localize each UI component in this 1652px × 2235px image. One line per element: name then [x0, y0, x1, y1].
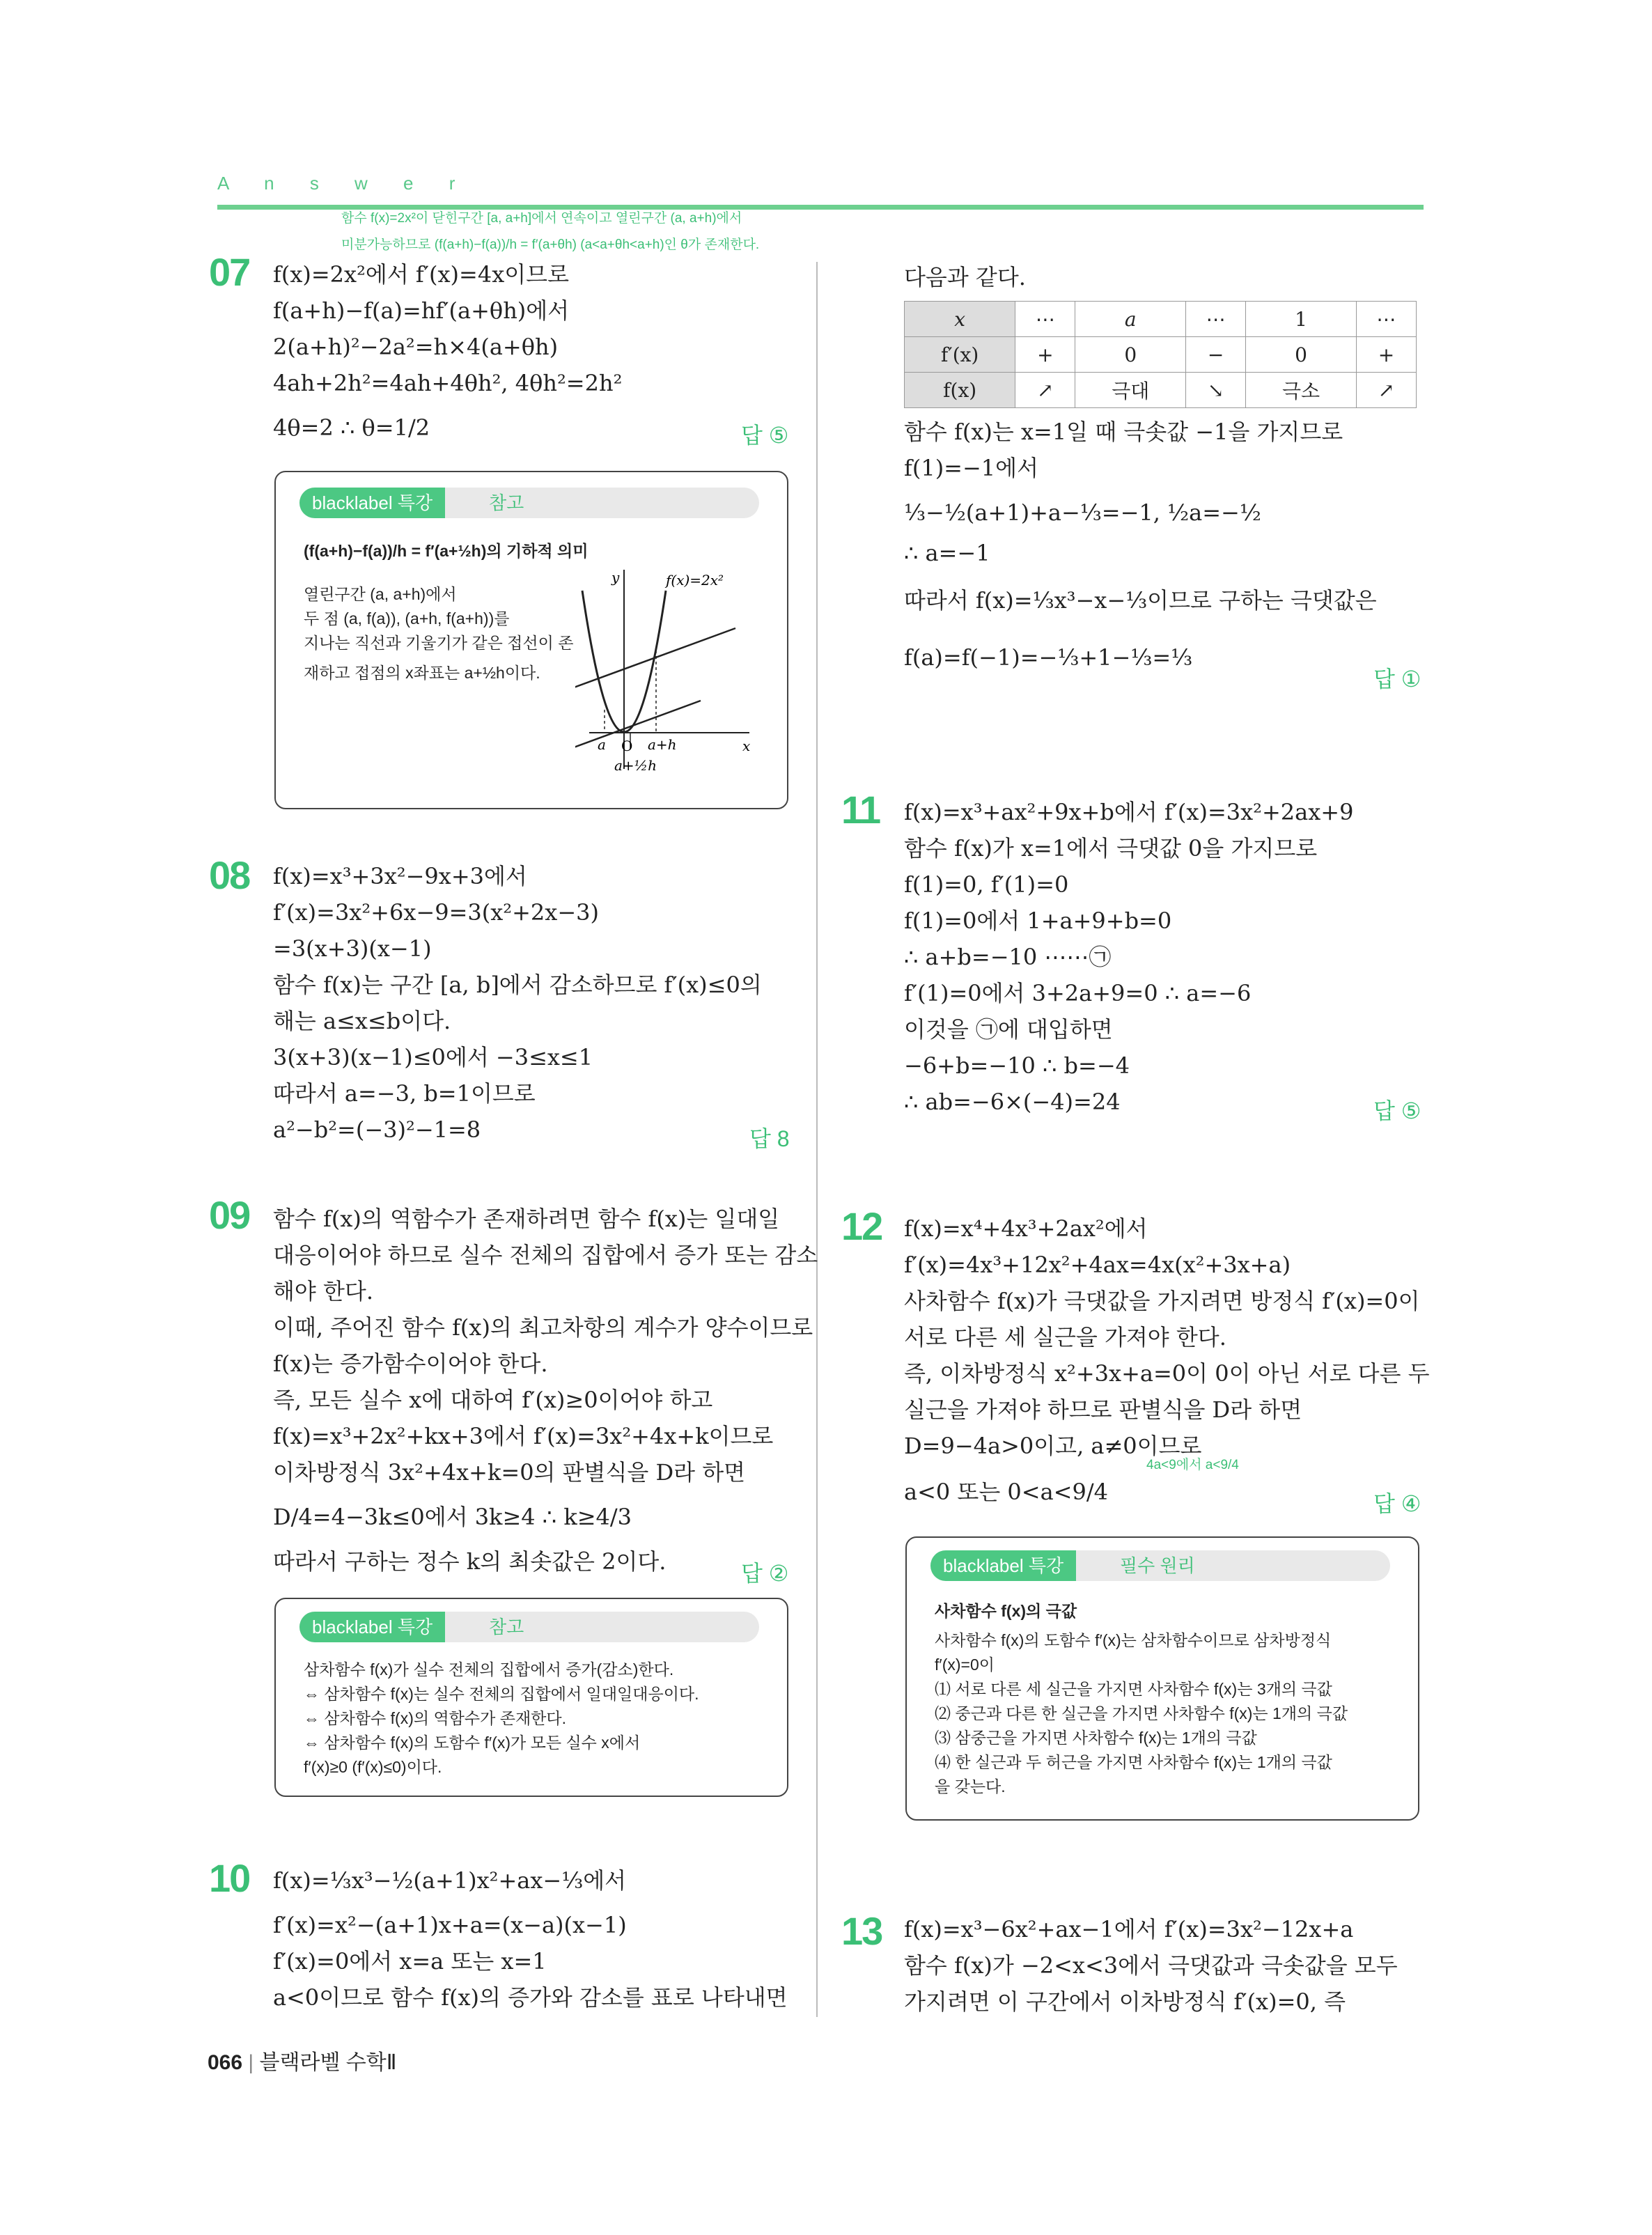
q09-line: D/4=4−3k≤0에서 3k≥4 ∴ k≥4/3: [273, 1504, 632, 1530]
q12-line: a<0 또는 0<a<9/4: [904, 1479, 1108, 1505]
box-line: ⑵ 중근과 다른 한 실근을 가지면 사차함수 f(x)는 1개의 극값: [935, 1704, 1348, 1722]
q12-line: f(x)=x⁴+4x³+2ax²에서: [904, 1215, 1148, 1242]
book-title: 블랙라벨 수학Ⅱ: [259, 2051, 397, 2074]
parabola-graph: [575, 567, 756, 776]
box-line: 두 점 (a, f(a)), (a+h, f(a+h))를: [304, 609, 510, 628]
q10-body: [273, 1862, 788, 2016]
q07-note-line2: 미분가능하므로 (f(a+h)−f(a))/h = f′(a+θh) (a<a+θh<a+h)인 θ가 존재한다.: [341, 237, 760, 252]
q07-note-line1: 함수 f(x)=2x²이 닫힌구간 [a, a+h]에서 연속이고 열린구간 (a, a+h)에서: [341, 211, 742, 226]
q08-line: a²−b²=(−3)²−1=8: [273, 1116, 481, 1143]
box-line: 재하고 접점의 x좌표는 a+½h이다.: [304, 664, 540, 682]
q07-line: 4θ=2 ∴ θ=1/2: [273, 414, 430, 441]
box-line: 지나는 직선과 기울기가 같은 접선이 존: [304, 634, 574, 652]
box-text: [935, 1628, 1348, 1799]
box-line: ⇔ 삼차함수 f(x)는 실수 전체의 집합에서 일대일대응이다.: [304, 1685, 699, 1703]
table-row: [905, 302, 1417, 337]
q10-line: f′(x)=x²−(a+1)x+a=(x−a)(x−1): [273, 1912, 627, 1938]
q10-cont-line: f(a)=f(−1)=−⅓+1−⅓=⅓: [904, 644, 1193, 671]
box-line: f′(x)=0이: [935, 1656, 995, 1674]
q09-line: 대응이어야 하므로 실수 전체의 집합에서 증가 또는 감소: [273, 1242, 818, 1268]
q07-line: f(a+h)−f(a)=hf′(a+θh)에서: [273, 297, 570, 324]
table-cell: ⋯: [1015, 302, 1075, 337]
table-cell: 극대: [1075, 373, 1186, 408]
q12-line: 서로 다른 세 실근을 가져야 한다.: [904, 1324, 1226, 1350]
table-cell: ↘: [1186, 373, 1246, 408]
table-row: [905, 373, 1417, 408]
q12-answer: 답 ④: [1373, 1491, 1421, 1516]
q07-line: 2(a+h)²−2a²=h×4(a+θh): [273, 334, 559, 360]
table-cell: 0: [1075, 337, 1186, 373]
header-title: A n s w e r: [217, 173, 471, 194]
q11-line: f(1)=0, f′(1)=0: [904, 871, 1069, 898]
q09-line: f(x)=x³+2x²+kx+3에서 f′(x)=3x²+4x+k이므로: [273, 1423, 774, 1449]
box-header: [299, 1612, 759, 1642]
box-header: [930, 1550, 1390, 1581]
table-cell: +: [1356, 337, 1416, 373]
q11-line: f(x)=x³+ax²+9x+b에서 f′(x)=3x²+2ax+9: [904, 799, 1354, 825]
box-line: ⑴ 서로 다른 세 실근을 가지면 사차함수 f(x)는 3개의 극값: [935, 1680, 1332, 1698]
box-line: 을 갖는다.: [935, 1777, 1006, 1796]
box-line: 열린구간 (a, a+h)에서: [304, 585, 457, 603]
q09-line: 이때, 주어진 함수 f(x)의 최고차항의 계수가 양수이므로: [273, 1314, 813, 1341]
box-tag: blacklabel 특강: [930, 1550, 1076, 1581]
page-number: 066: [208, 2051, 243, 2074]
func-label: f(x)=2x²: [666, 572, 724, 589]
box-line: ⇔ 삼차함수 f(x)의 역함수가 존재한다.: [304, 1709, 566, 1727]
q07-body: [273, 256, 622, 446]
table-row: [905, 337, 1417, 373]
table-cell: +: [1015, 337, 1075, 373]
q12-blacklabel-box: [905, 1536, 1419, 1821]
table-cell: f(x): [905, 373, 1015, 408]
box-title: 사차함수 f(x)의 극값: [935, 1602, 1077, 1620]
table-cell: f′(x): [905, 337, 1015, 373]
q10-variation-table: [904, 301, 1417, 408]
q09-line: 따라서 구하는 정수 k의 최솟값은 2이다.: [273, 1548, 667, 1575]
q13-body: [904, 1911, 1398, 2020]
q09-body: [273, 1201, 818, 1580]
q07-answer: 답 ⑤: [741, 423, 789, 448]
q08-number: 08: [209, 853, 250, 897]
table-cell: 1: [1246, 302, 1357, 337]
box-line: ⑷ 한 실근과 두 허근을 가지면 사차함수 f(x)는 1개의 극값: [935, 1753, 1332, 1771]
q12-line: 즉, 이차방정식 x²+3x+a=0이 0이 아닌 서로 다른 두: [904, 1360, 1430, 1387]
q13-number: 13: [841, 1909, 882, 1953]
box-line: f′(x)≥0 (f′(x)≤0)이다.: [304, 1758, 442, 1776]
q10-cont-body: [904, 414, 1377, 676]
q12-line: f′(x)=4x³+12x²+4ax=4x(x²+3x+a): [904, 1252, 1291, 1278]
q08-line: f′(x)=3x²+6x−9=3(x²+2x−3): [273, 899, 599, 926]
box-tag: blacklabel 특강: [299, 488, 445, 518]
q07-blacklabel-box: [274, 471, 788, 809]
box-text: [304, 1658, 699, 1780]
table-cell: ⋯: [1186, 302, 1246, 337]
q09-line: 즉, 모든 실수 x에 대하여 f′(x)≥0이어야 하고: [273, 1387, 713, 1413]
box-sub: 필수 원리: [1120, 1555, 1195, 1576]
table-cell: ↗: [1356, 373, 1416, 408]
q10-cont-line: f(1)=−1에서: [904, 455, 1038, 481]
q11-line: f′(1)=0에서 3+2a+9=0 ∴ a=−6: [904, 980, 1252, 1006]
origin-label: O: [621, 738, 633, 754]
table-cell: a: [1075, 302, 1186, 337]
q09-line: 함수 f(x)의 역함수가 존재하려면 함수 f(x)는 일대일: [273, 1206, 780, 1232]
q09-number: 09: [209, 1193, 250, 1237]
q09-answer: 답 ②: [741, 1561, 789, 1586]
q08-line: f(x)=x³+3x²−9x+3에서: [273, 863, 527, 889]
column-divider: [816, 262, 818, 2017]
q11-answer: 답 ⑤: [1373, 1098, 1421, 1123]
q12-note: 4a<9에서 a<9/4: [1146, 1458, 1239, 1472]
q10-cont-line: ∴ a=−1: [904, 540, 990, 566]
q10-cont-line: 따라서 f(x)=⅓x³−x−⅓이므로 구하는 극댓값은: [904, 587, 1377, 614]
a-plus-half-h-label: a+½h: [614, 757, 657, 774]
q12-line: 사차함수 f(x)가 극댓값을 가지려면 방정식 f′(x)=0이: [904, 1288, 1420, 1314]
a-plus-h-label: a+h: [648, 736, 677, 753]
q12-line: D=9−4a>0이고, a≠0이므로: [904, 1433, 1202, 1459]
box-tag: blacklabel 특강: [299, 1612, 445, 1642]
q11-line: ∴ a+b=−10 ⋯⋯㉠: [904, 944, 1112, 970]
q10-number: 10: [209, 1856, 250, 1900]
q08-line: =3(x+3)(x−1): [273, 935, 432, 962]
box-line: 사차함수 f(x)의 도함수 f′(x)는 삼차함수이므로 삼차방정식: [935, 1631, 1332, 1649]
q08-answer: 답 8: [749, 1126, 790, 1151]
table-cell: ⋯: [1356, 302, 1416, 337]
q12-number: 12: [841, 1204, 882, 1248]
q08-body: [273, 858, 762, 1148]
tangent-line: [575, 701, 701, 749]
q08-line: 해는 a≤x≤b이다.: [273, 1008, 451, 1034]
table-cell: 0: [1246, 337, 1357, 373]
box-title: (f(a+h)−f(a))/h = f′(a+½h)의 기하적 의미: [304, 542, 589, 560]
q10-cont-line: ⅓−½(a+1)+a−⅓=−1, ½a=−½: [904, 499, 1261, 526]
q13-line: f(x)=x³−6x²+ax−1에서 f′(x)=3x²−12x+a: [904, 1916, 1354, 1942]
q13-line: 함수 f(x)가 −2<x<3에서 극댓값과 극솟값을 모두: [904, 1952, 1398, 1979]
table-cell: x: [905, 302, 1015, 337]
q09-line: 해야 한다.: [273, 1278, 373, 1305]
q11-line: ∴ ab=−6×(−4)=24: [904, 1089, 1121, 1115]
table-cell: ↗: [1015, 373, 1075, 408]
q09-blacklabel-box: [274, 1598, 788, 1797]
box-line: ⑶ 삼중근을 가지면 사차함수 f(x)는 1개의 극값: [935, 1729, 1257, 1747]
q07-line: 4ah+2h²=4ah+4θh², 4θh²=2h²: [273, 370, 623, 396]
q08-line: 따라서 a=−3, b=1이므로: [273, 1080, 536, 1107]
box-text: [304, 582, 573, 685]
q10-line: f(x)=⅓x³−½(a+1)x²+ax−⅓에서: [273, 1867, 627, 1894]
q07-number: 07: [209, 250, 250, 294]
q11-line: f(1)=0에서 1+a+9+b=0: [904, 908, 1172, 934]
box-line: 삼차함수 f(x)가 실수 전체의 집합에서 증가(감소)한다.: [304, 1660, 674, 1679]
x-label: x: [742, 738, 751, 754]
box-sub: 참고: [489, 1617, 524, 1637]
q13-line: 가지려면 이 구간에서 이차방정식 f′(x)=0, 즉: [904, 1988, 1346, 2015]
q11-body: [904, 794, 1353, 1120]
table-cell: −: [1186, 337, 1246, 373]
q10-cont-top: 다음과 같다.: [904, 264, 1026, 290]
q12-line: 실근을 가져야 하므로 판별식을 D라 하면: [904, 1396, 1302, 1423]
box-header: [299, 488, 759, 518]
q11-line: −6+b=−10 ∴ b=−4: [904, 1052, 1130, 1079]
footer: 066 | 블랙라벨 수학Ⅱ: [208, 2051, 397, 2074]
table-cell: 극소: [1246, 373, 1357, 408]
q09-line: f(x)는 증가함수이어야 한다.: [273, 1350, 548, 1377]
q11-line: 함수 f(x)가 x=1에서 극댓값 0을 가지므로: [904, 835, 1318, 862]
q10-line: f′(x)=0에서 x=a 또는 x=1: [273, 1948, 547, 1975]
q10-cont-line: 함수 f(x)는 x=1일 때 극솟값 −1을 가지므로: [904, 419, 1343, 445]
q11-line: 이것을 ㉠에 대입하면: [904, 1016, 1113, 1043]
y-label: y: [611, 569, 620, 586]
q09-line: 이차방정식 3x²+4x+k=0의 판별식을 D라 하면: [273, 1459, 746, 1486]
q07-line: f(x)=2x²에서 f′(x)=4x이므로: [273, 261, 569, 288]
q10-line: a<0이므로 함수 f(x)의 증가와 감소를 표로 나타내면: [273, 1984, 788, 2011]
q08-line: 함수 f(x)는 구간 [a, b]에서 감소하므로 f′(x)≤0의: [273, 972, 762, 998]
a-label: a: [598, 736, 606, 753]
q11-number: 11: [841, 788, 880, 832]
box-line: ⇔ 삼차함수 f(x)의 도함수 f′(x)가 모든 실수 x에서: [304, 1734, 641, 1752]
box-sub: 참고: [489, 492, 524, 513]
q10-answer: 답 ①: [1373, 667, 1421, 692]
q08-line: 3(x+3)(x−1)≤0에서 −3≤x≤1: [273, 1044, 593, 1070]
